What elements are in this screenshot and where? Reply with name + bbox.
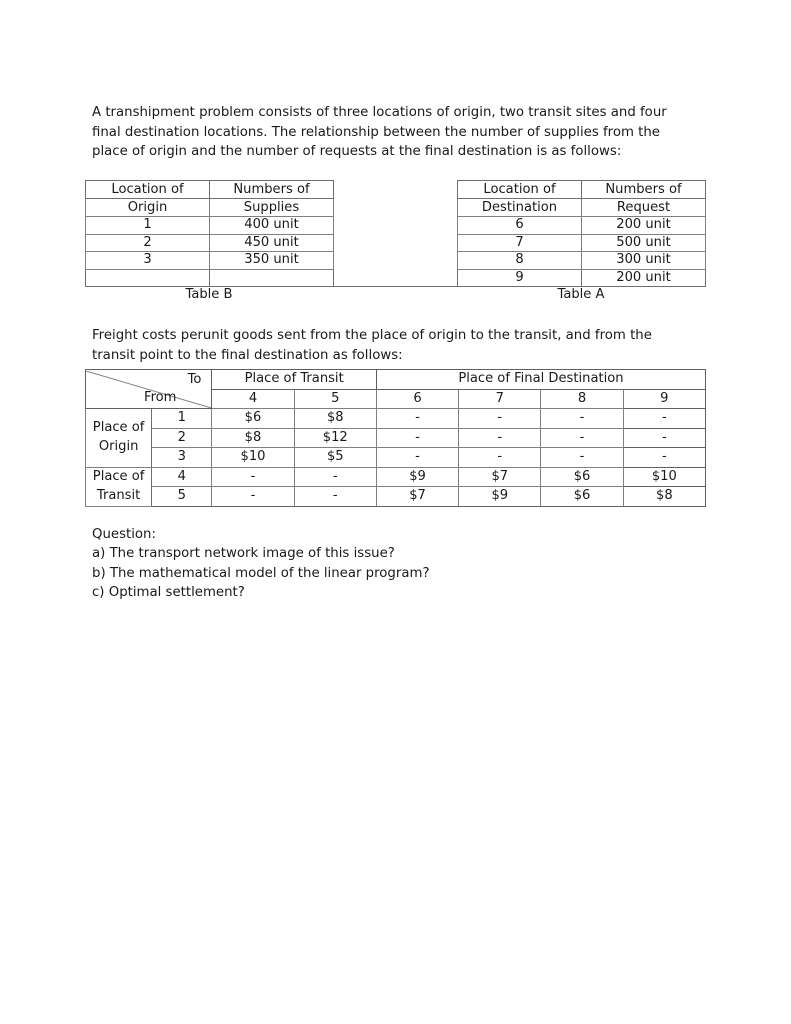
cost-cell: $12 bbox=[294, 428, 376, 448]
supply-location-cell: 2 bbox=[86, 234, 210, 252]
column-node-5: 5 bbox=[294, 389, 376, 409]
cost-cell: $9 bbox=[459, 487, 541, 507]
cost-cell: - bbox=[459, 409, 541, 429]
row-node-2: 2 bbox=[152, 428, 212, 448]
supply-header-location-2: Origin bbox=[86, 199, 210, 217]
demand-location-cell: 7 bbox=[458, 234, 582, 252]
column-node-8: 8 bbox=[541, 389, 623, 409]
cost-cell: $6 bbox=[541, 487, 623, 507]
table-row bbox=[86, 487, 706, 507]
cost-cell: - bbox=[376, 428, 458, 448]
cost-cell: - bbox=[623, 409, 705, 429]
row-group-label-transit bbox=[86, 467, 152, 506]
cost-cell: $9 bbox=[376, 467, 458, 487]
demand-location-cell: 6 bbox=[458, 217, 582, 235]
demand-value-cell: 300 unit bbox=[582, 252, 706, 270]
cost-cell: $6 bbox=[541, 467, 623, 487]
supply-demand-tables bbox=[85, 180, 705, 287]
cost-cell: - bbox=[541, 448, 623, 468]
row-node-4: 4 bbox=[152, 467, 212, 487]
table-spacer bbox=[334, 181, 458, 199]
table-row bbox=[86, 234, 706, 252]
cost-cell: $8 bbox=[294, 409, 376, 429]
table-spacer bbox=[334, 234, 458, 252]
corner-from-label: From bbox=[144, 390, 177, 405]
demand-location-cell: 8 bbox=[458, 252, 582, 270]
supply-value-cell: 400 unit bbox=[210, 217, 334, 235]
cost-cell: $7 bbox=[376, 487, 458, 507]
row-group-label-origin-line1: Place of bbox=[92, 420, 145, 436]
cost-cell: - bbox=[459, 428, 541, 448]
cost-cell: - bbox=[212, 487, 294, 507]
caption-table-a: Table A bbox=[557, 287, 605, 302]
table-captions bbox=[85, 287, 705, 305]
row-group-label-transit-line2: Transit bbox=[96, 487, 141, 503]
cost-matrix-wrapper bbox=[85, 369, 706, 507]
supply-location-cell-empty bbox=[86, 269, 210, 287]
question-heading: Question: bbox=[92, 527, 156, 542]
row-group-label-transit-line1: Place of bbox=[92, 469, 145, 484]
cost-cell: $8 bbox=[623, 487, 705, 507]
demand-value-cell: 500 unit bbox=[582, 234, 706, 252]
column-node-7: 7 bbox=[459, 389, 541, 409]
supply-demand-table bbox=[85, 180, 706, 287]
table-row bbox=[86, 448, 706, 468]
cost-cell: $8 bbox=[212, 428, 294, 448]
demand-value-cell: 200 unit bbox=[582, 269, 706, 287]
row-node-1: 1 bbox=[152, 409, 212, 429]
table-row bbox=[86, 217, 706, 235]
row-node-5: 5 bbox=[152, 487, 212, 507]
table-spacer bbox=[334, 252, 458, 270]
supply-value-cell-empty bbox=[210, 269, 334, 287]
cost-cell: $5 bbox=[294, 448, 376, 468]
cost-cell: - bbox=[623, 428, 705, 448]
table-spacer bbox=[334, 217, 458, 235]
row-group-label-origin-line2: Origin bbox=[98, 438, 139, 454]
cost-cell: - bbox=[294, 467, 376, 487]
column-node-4: 4 bbox=[212, 389, 294, 409]
supply-value-cell: 450 unit bbox=[210, 234, 334, 252]
cost-cell: - bbox=[459, 448, 541, 468]
cost-cell: $6 bbox=[212, 409, 294, 429]
table-header-row bbox=[86, 370, 706, 390]
cost-cell: $10 bbox=[623, 467, 705, 487]
supply-header-supplies-2: Supplies bbox=[210, 199, 334, 217]
demand-header-request-1: Numbers of bbox=[582, 181, 706, 199]
supply-location-cell: 3 bbox=[86, 252, 210, 270]
row-node-3: 3 bbox=[152, 448, 212, 468]
supply-header-location-1: Location of bbox=[86, 181, 210, 199]
question-item-b: b) The mathematical model of the linear program? bbox=[92, 565, 430, 581]
demand-value-cell: 200 unit bbox=[582, 217, 706, 235]
supply-value-cell: 350 unit bbox=[210, 252, 334, 270]
cost-cell: - bbox=[541, 409, 623, 429]
cost-cell: - bbox=[376, 409, 458, 429]
demand-location-cell: 9 bbox=[458, 269, 582, 287]
table-row bbox=[86, 181, 706, 199]
cost-matrix-table bbox=[85, 369, 706, 507]
corner-cell-from-to bbox=[86, 370, 212, 409]
demand-header-location-1: Location of bbox=[458, 181, 582, 199]
row-group-label-origin bbox=[86, 409, 152, 468]
supply-header-supplies-1: Numbers of bbox=[210, 181, 334, 199]
cost-cell: - bbox=[294, 487, 376, 507]
table-row bbox=[86, 269, 706, 287]
table-row bbox=[86, 199, 706, 217]
column-node-6: 6 bbox=[376, 389, 458, 409]
question-item-a: a) The transport network image of this issue? bbox=[92, 546, 395, 562]
table-spacer bbox=[334, 199, 458, 217]
intro-paragraph: A transhipment problem consists of three locations of origin, two transit sites and four final destination locations. The relationship between the number of supplies from the place of origin and the number of requests at the final destination is as follows: bbox=[92, 105, 667, 160]
corner-to-label: To bbox=[187, 371, 202, 387]
table-row bbox=[86, 409, 706, 429]
cost-cell: $10 bbox=[212, 448, 294, 468]
cost-cell: - bbox=[541, 428, 623, 448]
question-item-c: c) Optimal settlement? bbox=[92, 585, 245, 601]
table-row bbox=[86, 467, 706, 487]
freight-paragraph: Freight costs perunit goods sent from the place of origin to the transit, and from the transit point to the final destination as follows: bbox=[92, 328, 652, 363]
demand-header-location-2: Destination bbox=[458, 199, 582, 217]
cost-cell: $7 bbox=[459, 467, 541, 487]
supply-location-cell: 1 bbox=[86, 217, 210, 235]
cost-cell: - bbox=[623, 448, 705, 468]
cost-cell: - bbox=[212, 467, 294, 487]
group-header-transit: Place of Transit bbox=[212, 370, 377, 390]
table-row bbox=[86, 428, 706, 448]
column-node-9: 9 bbox=[623, 389, 705, 409]
cost-cell: - bbox=[376, 448, 458, 468]
caption-table-b: Table B bbox=[185, 287, 233, 302]
table-row bbox=[86, 252, 706, 270]
demand-header-request-2: Request bbox=[582, 199, 706, 217]
table-spacer-rule bbox=[334, 269, 458, 287]
question-block bbox=[92, 525, 592, 603]
group-header-destination: Place of Final Destination bbox=[376, 370, 705, 390]
